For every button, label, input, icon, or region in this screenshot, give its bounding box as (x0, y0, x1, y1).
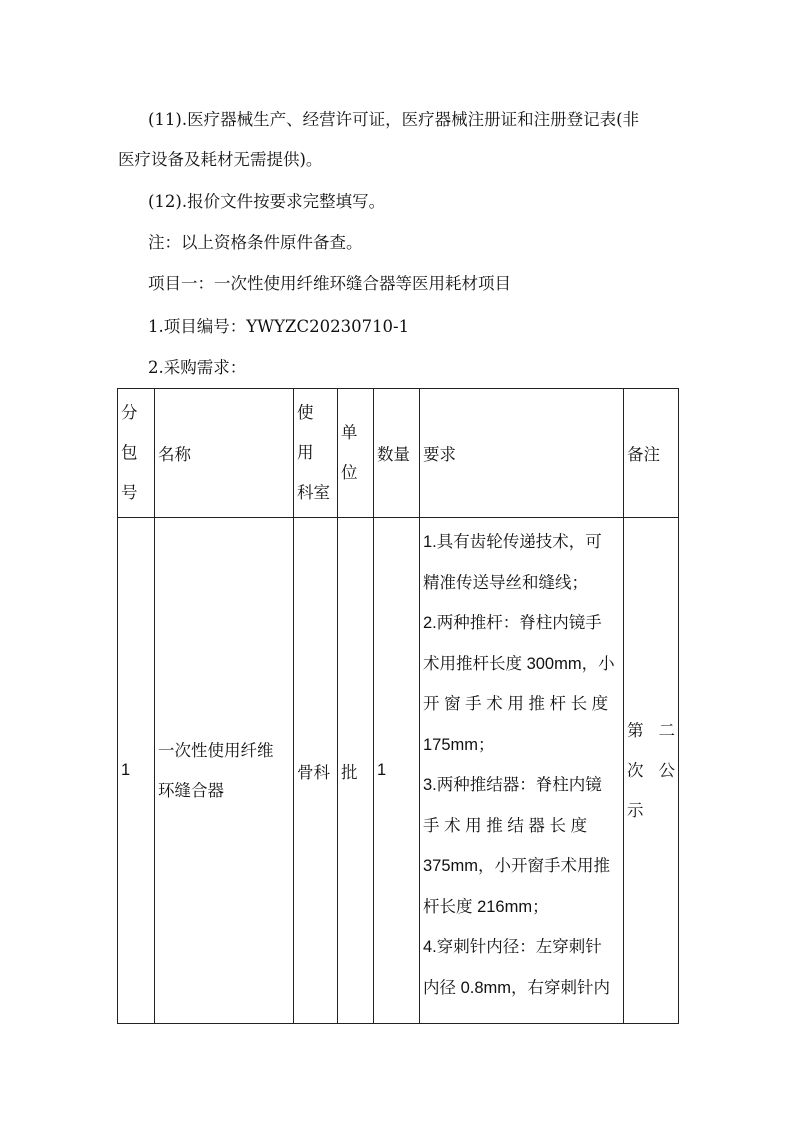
remark-line (627, 751, 675, 791)
cell-unit: 批 (338, 518, 374, 1024)
requirement-line: 4.穿刺针内径：左穿刺针 (423, 938, 602, 956)
project-title: 项目一：一次性使用纤维环缝合器等医用耗材项目 (148, 274, 511, 293)
header-text: 单 (341, 423, 358, 442)
remark-char: 公 (658, 760, 675, 780)
header-text: 位 (341, 463, 358, 482)
header-remarks: 备注 (624, 389, 679, 518)
requirement-line: 2.两种推杆：脊柱内镜手 (423, 614, 602, 632)
cell-name (155, 518, 294, 1024)
requirement-line: 手 术 用 推 结 器 长 度 (423, 816, 588, 835)
paragraph-note: 注：以上资格条件原件备查。 (148, 233, 363, 252)
paragraph-qualification-11: (11).医疗器械生产、经营许可证，医疗器械注册证和注册登记表(非 (148, 110, 640, 129)
cell-text: 一次性使用纤维 (158, 740, 274, 760)
requirement-line: 内径 0.8mm，右穿刺针内 (423, 978, 611, 997)
cell-text: 环缝合器 (158, 780, 224, 800)
header-text: 包 (121, 443, 138, 462)
header-quantity: 数量 (374, 389, 420, 518)
header-package-no (118, 389, 155, 518)
table-header-row (118, 389, 679, 518)
cell-remarks (624, 518, 679, 1024)
remark-char: 二 (658, 720, 675, 740)
requirements-table (117, 388, 679, 1024)
project-number: 1.项目编号：YWYZC20230710-1 (148, 317, 410, 336)
header-department (294, 389, 338, 518)
header-name: 名称 (155, 389, 294, 518)
requirement-line: 术用推杆长度 300mm，小 (423, 654, 615, 673)
header-text: 科室 (297, 483, 330, 502)
table-row (118, 518, 679, 1024)
remark-char: 次 (627, 760, 644, 780)
header-requirements: 要求 (420, 389, 624, 518)
remark-char: 第 (627, 720, 644, 740)
cell-requirements (420, 518, 624, 1024)
cell-department: 骨科 (294, 518, 338, 1024)
requirement-line: 175mm； (423, 735, 495, 754)
remark-char: 示 (627, 800, 644, 820)
cell-package-no: 1 (118, 518, 155, 1024)
requirement-line: 3.两种推结器：脊柱内镜 (423, 776, 602, 794)
procurement-requirements-heading: 2.采购需求： (148, 358, 247, 377)
requirement-line: 1.具有齿轮传递技术，可 (423, 533, 602, 551)
header-text: 分 (121, 403, 138, 422)
paragraph-qualification-12: (12).报价文件按要求完整填写。 (148, 192, 386, 211)
header-text: 号 (121, 483, 138, 502)
paragraph-qualification-11-cont: 医疗设备及耗材无需提供)。 (118, 150, 323, 169)
remark-line (627, 791, 675, 831)
header-text: 使 用 (297, 403, 314, 462)
requirement-line: 精准传送导丝和缝线； (423, 573, 588, 592)
header-unit (338, 389, 374, 518)
requirement-line: 杆长度 216mm； (423, 897, 549, 916)
remark-line (627, 711, 675, 751)
requirement-line: 375mm，小开窗手术用推 (423, 857, 611, 875)
cell-quantity: 1 (374, 518, 420, 1024)
requirement-line: 开 窗 手 术 用 推 杆 长 度 (423, 695, 609, 713)
